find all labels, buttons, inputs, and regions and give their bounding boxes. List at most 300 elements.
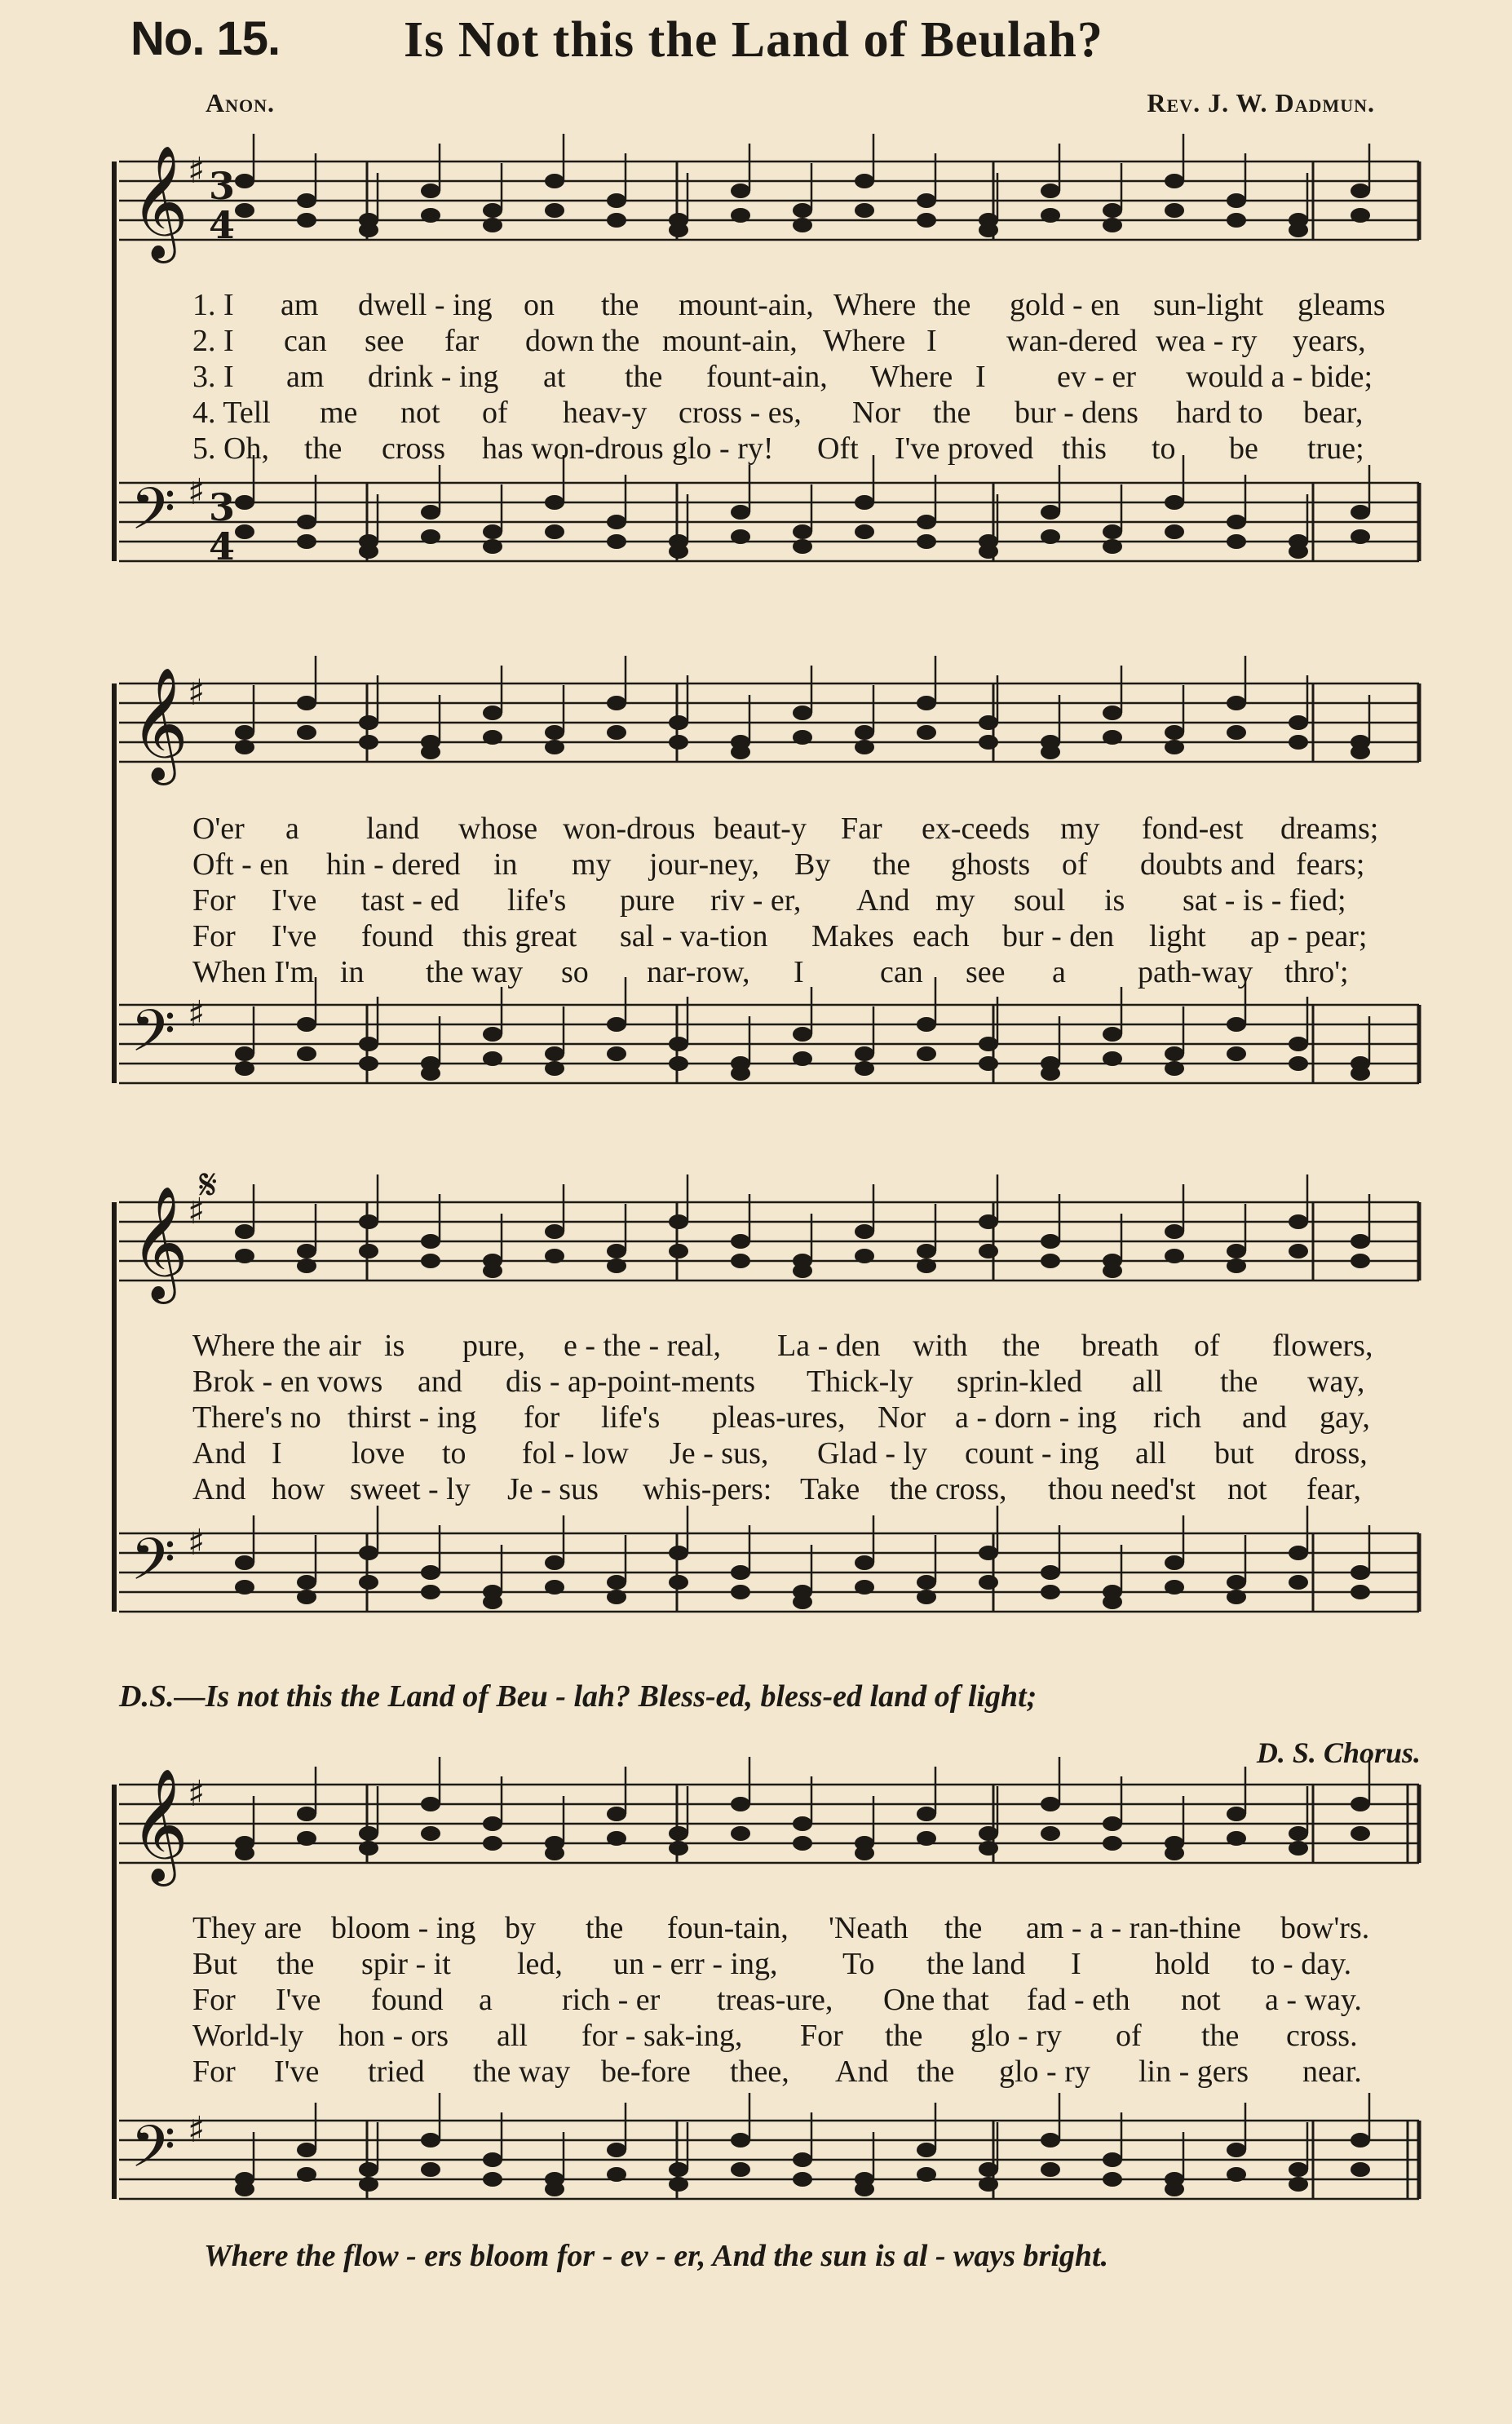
note-head	[669, 1037, 688, 1051]
lyric-word: be	[1229, 431, 1258, 466]
note-head	[359, 735, 378, 750]
lyric-word: glo - ry	[970, 2019, 1062, 2053]
lyric-word: fad - eth	[1027, 1983, 1130, 2017]
lyric-word: land	[366, 812, 420, 846]
note-head	[917, 725, 936, 740]
note-head	[607, 1807, 626, 1821]
note-head	[979, 1575, 998, 1590]
note-head	[1103, 524, 1122, 539]
note-head	[359, 2177, 378, 2192]
note-head	[421, 184, 440, 198]
note-head	[669, 715, 688, 730]
note-head	[607, 515, 626, 529]
note-head	[669, 1575, 688, 1590]
lyric-word: bur - dens	[1015, 396, 1138, 430]
note-head	[1289, 1244, 1308, 1258]
note-head	[297, 1807, 316, 1821]
lyric-word: e - the - real,	[564, 1329, 722, 1363]
lyric-word: how	[272, 1472, 325, 1506]
note-head	[669, 544, 688, 559]
note-head	[793, 2172, 812, 2187]
treble-clef-icon: 𝄞	[130, 1186, 188, 1299]
note-head	[1227, 1831, 1246, 1846]
note-head	[793, 730, 812, 745]
note-head	[1351, 1066, 1370, 1081]
note-head	[1351, 1585, 1370, 1599]
note-head	[917, 696, 936, 710]
lyric-word: I	[794, 955, 804, 989]
note-head	[979, 735, 998, 750]
lyric-word: gold - en	[1010, 288, 1121, 322]
note-head	[1227, 696, 1246, 710]
lyric-word: of	[1194, 1329, 1220, 1363]
note-head	[297, 1244, 316, 1258]
lyric-word: sat - is - fied;	[1183, 883, 1346, 918]
note-head	[545, 1580, 564, 1595]
note-head	[855, 495, 874, 510]
verse-4-line	[192, 395, 1408, 431]
note-head	[235, 2182, 254, 2196]
verse-5-line	[192, 2054, 1408, 2090]
note-head	[793, 1816, 812, 1831]
note-head	[1103, 539, 1122, 554]
note-head	[1351, 529, 1370, 544]
lyric-word: the	[276, 1947, 315, 1981]
lyric-word: mount-ain,	[679, 288, 814, 322]
note-head	[979, 2177, 998, 2192]
note-head	[297, 1258, 316, 1273]
note-head	[979, 2162, 998, 2177]
note-head	[483, 1595, 502, 1609]
note-head	[1165, 1061, 1184, 1076]
lyric-word: so	[561, 955, 589, 989]
verse-1-line	[192, 287, 1408, 323]
note-head	[1041, 1826, 1060, 1841]
lyric-word: whose	[458, 812, 538, 846]
lyric-word: all	[1135, 1436, 1166, 1471]
note-head	[731, 1234, 750, 1249]
time-signature-bottom: 4	[209, 203, 236, 247]
note-head	[917, 2143, 936, 2157]
note-head	[1289, 715, 1308, 730]
note-head	[917, 1575, 936, 1590]
note-head	[917, 1017, 936, 1032]
verse-3-line	[192, 1982, 1408, 2018]
lyric-word: To	[842, 1947, 875, 1981]
note-head	[607, 725, 626, 740]
lyric-word: 'Neath	[829, 1911, 909, 1945]
note-head	[1227, 1244, 1246, 1258]
note-head	[731, 529, 750, 544]
note-head	[855, 1846, 874, 1860]
note-head	[235, 1555, 254, 1570]
note-head	[1041, 2133, 1060, 2148]
lyric-word: For	[192, 2055, 236, 2089]
words-credit: Anon.	[206, 88, 275, 117]
lyric-word: love	[351, 1436, 405, 1471]
lyric-word: Brok - en vows	[192, 1365, 383, 1399]
note-head	[1351, 745, 1370, 759]
lyric-word: whis-pers:	[643, 1472, 772, 1506]
lyric-word: 1. I	[192, 288, 234, 322]
note-head	[855, 1580, 874, 1595]
lyric-word: sal - va-tion	[620, 919, 768, 953]
lyric-word: tast - ed	[361, 883, 460, 918]
note-head	[359, 223, 378, 237]
note-head	[421, 1234, 440, 1249]
lyric-word: spir - it	[361, 1947, 451, 1981]
lyric-word: And	[856, 883, 910, 918]
note-head	[1227, 725, 1246, 740]
lyric-word: path-way	[1138, 955, 1253, 989]
lyric-word: pleas-ures,	[712, 1400, 846, 1435]
note-head	[1165, 740, 1184, 754]
note-head	[1041, 1066, 1060, 1081]
note-head	[607, 1258, 626, 1273]
note-head	[1041, 529, 1060, 544]
lyric-word: bur - den	[1002, 919, 1115, 953]
verse-4-line	[192, 1435, 1408, 1471]
sharp-icon: ♯	[188, 1522, 206, 1564]
note-head	[1103, 706, 1122, 720]
treble-clef-icon: 𝄞	[130, 145, 188, 259]
lyric-word: Where	[833, 288, 917, 322]
note-head	[359, 1575, 378, 1590]
lyric-word: years,	[1293, 324, 1366, 358]
note-head	[1227, 2143, 1246, 2157]
lyric-word: would a - bide;	[1186, 360, 1373, 394]
lyric-word: near.	[1302, 2055, 1362, 2089]
note-head	[483, 203, 502, 218]
note-head	[1289, 1575, 1308, 1590]
note-head	[297, 534, 316, 549]
verse-2-line	[192, 323, 1408, 359]
lyric-word: the	[304, 431, 343, 466]
note-head	[483, 1816, 502, 1831]
sharp-icon: ♯	[188, 150, 206, 192]
note-head	[483, 1027, 502, 1042]
lyric-word: wan-dered	[1006, 324, 1138, 358]
lyric-word: is	[1104, 883, 1125, 918]
sharp-icon: ♯	[188, 1773, 206, 1815]
lyric-word: Glad - ly	[817, 1436, 928, 1471]
note-head	[731, 2133, 750, 2148]
lyric-word: a	[479, 1983, 493, 2017]
lyric-word: by	[505, 1911, 536, 1945]
note-head	[483, 2172, 502, 2187]
lyric-word: 4. Tell	[192, 396, 271, 430]
lyric-word: World-ly	[192, 2019, 304, 2053]
lyric-word: the	[1201, 2019, 1240, 2053]
lyric-word: Where	[870, 360, 953, 394]
note-head	[1289, 735, 1308, 750]
lyric-word: a - way.	[1265, 1983, 1362, 2017]
note-head	[235, 1046, 254, 1061]
note-head	[1289, 1056, 1308, 1071]
lyric-word: And	[192, 1436, 246, 1471]
lyric-word: ex-ceeds	[922, 812, 1030, 846]
lyric-word: not	[1181, 1983, 1221, 2017]
note-head	[607, 1831, 626, 1846]
note-head	[235, 1224, 254, 1239]
note-head	[793, 1051, 812, 1066]
lyric-word: I've	[276, 1983, 321, 2017]
note-head	[669, 735, 688, 750]
lyric-word: am	[281, 288, 319, 322]
lyric-word: of	[1062, 847, 1088, 882]
note-head	[731, 208, 750, 223]
lyric-word: in	[493, 847, 518, 882]
note-head	[731, 1826, 750, 1841]
lyric-word: the	[873, 847, 911, 882]
lyric-word: count - ing	[965, 1436, 1099, 1471]
note-head	[669, 1826, 688, 1841]
note-head	[359, 1214, 378, 1229]
lyric-word: each	[913, 919, 970, 953]
note-head	[235, 725, 254, 740]
bass-clef-icon: 𝄢	[130, 476, 176, 557]
note-head	[1227, 515, 1246, 529]
note-head	[1103, 1051, 1122, 1066]
lyric-word: I	[975, 360, 986, 394]
note-head	[297, 213, 316, 228]
note-head	[669, 1214, 688, 1229]
lyric-word: fear,	[1306, 1472, 1362, 1506]
lyric-word: For	[800, 2019, 843, 2053]
lyric-word: a	[285, 812, 299, 846]
note-head	[1227, 1575, 1246, 1590]
lyric-word: drink - ing	[368, 360, 499, 394]
note-head	[545, 1224, 564, 1239]
note-head	[421, 1826, 440, 1841]
lyric-word: the	[944, 1911, 983, 1945]
note-head	[1351, 1797, 1370, 1811]
lyric-word: wea - ry	[1156, 324, 1258, 358]
time-signature-top: 3	[209, 485, 236, 529]
bass-clef-icon: 𝄢	[130, 1526, 176, 1608]
lyric-word: the	[1002, 1329, 1041, 1363]
lyric-word: the	[933, 288, 971, 322]
lyric-word: way,	[1307, 1365, 1365, 1399]
ds-chorus-marking	[1257, 1736, 1421, 1770]
lyric-word: on	[524, 288, 555, 322]
note-head	[1103, 2152, 1122, 2167]
lyric-word: fears;	[1296, 847, 1365, 882]
sharp-icon: ♯	[188, 1191, 206, 1232]
note-head	[1103, 1816, 1122, 1831]
lyric-word: a	[1052, 955, 1066, 989]
note-head	[483, 706, 502, 720]
note-head	[545, 725, 564, 740]
note-head	[359, 1056, 378, 1071]
lyric-word: But	[192, 1947, 237, 1981]
note-head	[917, 1590, 936, 1604]
note-head	[731, 1797, 750, 1811]
note-head	[1227, 213, 1246, 228]
lyric-word: By	[794, 847, 831, 882]
lyric-word: mount-ain,	[662, 324, 798, 358]
lyric-word: dross,	[1294, 1436, 1368, 1471]
note-head	[359, 1841, 378, 1856]
note-head	[669, 2162, 688, 2177]
note-head	[1351, 1826, 1370, 1841]
note-head	[979, 223, 998, 237]
note-head	[855, 203, 874, 218]
note-head	[979, 1056, 998, 1071]
note-head	[669, 223, 688, 237]
lyric-word: this great	[462, 919, 577, 953]
note-head	[235, 495, 254, 510]
note-head	[1041, 208, 1060, 223]
note-head	[1165, 524, 1184, 539]
note-head	[1351, 2133, 1370, 2148]
note-head	[1165, 725, 1184, 740]
note-head	[1041, 505, 1060, 520]
note-head	[545, 174, 564, 188]
lyric-word: not	[400, 396, 440, 430]
note-head	[669, 2177, 688, 2192]
lyric-word: 5. Oh,	[192, 431, 269, 466]
lyric-word: rich	[1153, 1400, 1202, 1435]
lyric-word: the	[885, 2019, 923, 2053]
lyric-word: fond-est	[1142, 812, 1244, 846]
note-head	[421, 505, 440, 520]
lyric-word: all	[497, 2019, 528, 2053]
lyric-word: Je - sus	[507, 1472, 599, 1506]
note-head	[297, 2143, 316, 2157]
note-head	[793, 524, 812, 539]
note-head	[483, 524, 502, 539]
lyric-word: hold	[1155, 1947, 1210, 1981]
note-head	[607, 1017, 626, 1032]
note-head	[793, 203, 812, 218]
note-head	[855, 1224, 874, 1239]
note-head	[297, 725, 316, 740]
note-head	[607, 1244, 626, 1258]
note-head	[793, 2152, 812, 2167]
note-head	[1041, 1797, 1060, 1811]
lyric-word: has won-drous	[482, 431, 664, 466]
lyric-word: beaut-y	[714, 812, 807, 846]
lyric-word: found	[371, 1983, 444, 2017]
note-head	[545, 1061, 564, 1076]
note-head	[297, 1590, 316, 1604]
note-head	[235, 203, 254, 218]
note-head	[483, 218, 502, 232]
note-head	[607, 1575, 626, 1590]
lyric-word: rich - er	[562, 1983, 661, 2017]
note-head	[421, 1565, 440, 1580]
note-head	[917, 2167, 936, 2182]
note-head	[359, 1244, 378, 1258]
note-head	[793, 1027, 812, 1042]
note-head	[731, 505, 750, 520]
note-head	[669, 1056, 688, 1071]
verse-3-line	[192, 882, 1408, 918]
note-head	[855, 524, 874, 539]
lyric-word: Oft	[817, 431, 859, 466]
lyric-word: Where the air	[192, 1329, 361, 1363]
lyric-word: this	[1062, 431, 1107, 466]
lyric-word: La - den	[777, 1329, 881, 1363]
note-head	[1103, 1836, 1122, 1851]
note-head	[855, 740, 874, 754]
lyric-word: at	[543, 360, 566, 394]
note-head	[421, 745, 440, 759]
note-head	[607, 193, 626, 208]
note-head	[235, 1249, 254, 1263]
lyric-word: pure,	[462, 1329, 526, 1363]
note-head	[979, 1546, 998, 1560]
note-head	[297, 696, 316, 710]
note-head	[1103, 730, 1122, 745]
note-head	[1103, 1027, 1122, 1042]
verse-3-line	[192, 359, 1408, 395]
note-head	[793, 539, 812, 554]
lyric-word: to - day.	[1251, 1947, 1352, 1981]
note-head	[545, 1846, 564, 1860]
note-head	[979, 715, 998, 730]
note-head	[1351, 208, 1370, 223]
lyric-word: am - a - ran-thine	[1026, 1911, 1241, 1945]
note-head	[1041, 1254, 1060, 1268]
lyric-word: of	[1116, 2019, 1142, 2053]
lyric-word: fol - low	[522, 1436, 629, 1471]
note-head	[359, 715, 378, 730]
note-head	[235, 1061, 254, 1076]
note-head	[1165, 2182, 1184, 2196]
note-head	[1351, 2162, 1370, 2177]
note-head	[1227, 1046, 1246, 1061]
lyric-word: jour-ney,	[649, 847, 760, 882]
note-head	[1165, 174, 1184, 188]
lyric-word: bear,	[1303, 396, 1364, 430]
lyric-word: and	[1242, 1400, 1287, 1435]
note-head	[545, 1249, 564, 1263]
note-head	[855, 2182, 874, 2196]
note-head	[855, 725, 874, 740]
lyric-word: hin - dered	[326, 847, 461, 882]
lyric-word: to	[1152, 431, 1176, 466]
lyric-word: thou need'st	[1048, 1472, 1196, 1506]
note-head	[917, 193, 936, 208]
note-head	[669, 1841, 688, 1856]
note-head	[1165, 1555, 1184, 1570]
note-head	[1165, 1846, 1184, 1860]
note-head	[1289, 2162, 1308, 2177]
note-head	[1351, 1254, 1370, 1268]
sharp-icon: ♯	[188, 672, 206, 714]
note-head	[1227, 1590, 1246, 1604]
lyric-word: for	[524, 1400, 560, 1435]
lyric-word: a - dorn - ing	[955, 1400, 1117, 1435]
lyric-word: gleams	[1298, 288, 1386, 322]
verse-5-line	[192, 1471, 1408, 1507]
note-head	[731, 1565, 750, 1580]
note-head	[917, 1046, 936, 1061]
lyric-word: I	[926, 324, 937, 358]
note-head	[793, 706, 812, 720]
lyric-word: flowers,	[1272, 1329, 1373, 1363]
note-head	[297, 1046, 316, 1061]
lyric-word: I've	[274, 2055, 320, 2089]
verse-2-line	[192, 1946, 1408, 1982]
lyric-word: Nor	[878, 1400, 926, 1435]
note-head	[359, 1826, 378, 1841]
note-head	[1289, 1037, 1308, 1051]
lyric-word: tried	[368, 2055, 425, 2089]
lyric-word: can	[880, 955, 923, 989]
